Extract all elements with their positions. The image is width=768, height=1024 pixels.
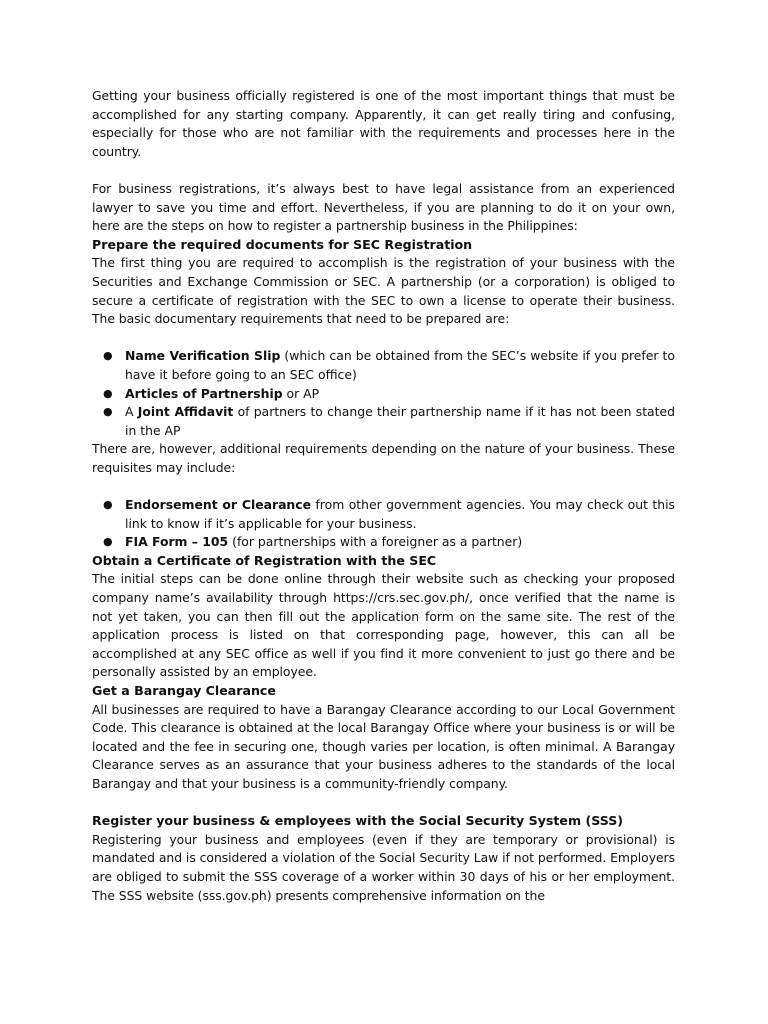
paragraph-gap bbox=[92, 794, 675, 813]
list-item-bold: FIA Form – 105 bbox=[125, 534, 229, 550]
list-item-bold: Articles of Partnership bbox=[125, 385, 283, 401]
paragraph-gap bbox=[92, 329, 675, 348]
additional-requirements-list bbox=[92, 496, 675, 552]
list-item-text: from other government agencies. You may check out this link to know if it’s applicable for your business. bbox=[125, 497, 675, 531]
sec-registration-heading: Prepare the required documents for SEC Registration bbox=[92, 236, 473, 252]
required-documents-list bbox=[92, 347, 675, 440]
bullet-icon: ● bbox=[103, 349, 113, 363]
paragraph-gap bbox=[92, 161, 675, 180]
list-item-text: of partners to change their partnership name if it has not been stated in the AP bbox=[125, 404, 675, 438]
sss-heading: Register your business & employees with the Social Security System (SSS) bbox=[92, 813, 624, 829]
certificate-body: The initial steps can be done online through their website such as checking your proposed company name’s availability through https://crs.sec.gov.ph/, once verified that the name is not yet taken, you can then fill out the application form on the same site. The rest of the application process is listed on that corresponding page, however, this can all be accomplished at any SEC office as well if you find it more convenient to just go there and be personally assisted by an employee. bbox=[92, 571, 675, 680]
list-item-text: (which can be obtained from the SEC’s website if you prefer to have it before going to an SEC office) bbox=[125, 348, 675, 382]
list-item bbox=[92, 533, 675, 552]
sec-registration-body: The first thing you are required to accomplish is the registration of your business with the Securities and Exchange Commission or SEC. A partnership (or a corporation) is obliged to secure a certificate of registration with the SEC to own a license to operate their business. The basic documentary requirements that need to be prepared are: bbox=[92, 255, 675, 327]
bullet-icon: ● bbox=[103, 535, 113, 549]
bullet-icon: ● bbox=[103, 386, 113, 400]
list-item bbox=[92, 347, 675, 384]
additional-requirements-paragraph: There are, however, additional requirements depending on the nature of your business. These requisites may include: bbox=[92, 441, 675, 475]
bullet-icon: ● bbox=[103, 405, 113, 419]
bullet-icon: ● bbox=[103, 498, 113, 512]
list-item bbox=[92, 385, 675, 404]
list-item-text: or AP bbox=[282, 385, 320, 401]
intro-paragraph-1: Getting your business officially registered is one of the most important things that must be accomplished for any starting company. Apparently, it can get really tiring and confusing, especially for those who are not familiar with the requirements and processes here in the country. bbox=[92, 88, 675, 159]
list-item-text: (for partnerships with a foreigner as a partner) bbox=[228, 534, 523, 550]
paragraph-gap bbox=[92, 477, 675, 496]
list-item-prefix: A bbox=[125, 404, 138, 420]
barangay-heading: Get a Barangay Clearance bbox=[92, 683, 276, 698]
list-item-bold: Name Verification Slip bbox=[125, 348, 281, 364]
list-item-bold: Endorsement or Clearance bbox=[125, 497, 311, 513]
list-item bbox=[92, 496, 675, 533]
certificate-heading: Obtain a Certificate of Registration with the SEC bbox=[92, 552, 437, 568]
sss-body: Registering your business and employees (even if they are temporary or provisional) is mandated and is considered a violation of the Social Security Law if not performed. Employers are obliged to submit the SSS coverage of a worker within 30 days of his or her employment. The SSS website (sss.gov.ph) presents comprehensive information on the bbox=[92, 831, 675, 903]
barangay-body: All businesses are required to have a Barangay Clearance according to our Local Government Code. This clearance is obtained at the local Barangay Office where your business is or will be located and the fee in securing one, though varies per location, is often minimal. A Barangay Clearance serves as an assurance that your business adheres to the standards of the local Barangay and that your business is a community-friendly company. bbox=[92, 701, 675, 791]
intro-paragraph-2: For business registrations, it’s always best to have legal assistance from an experienced lawyer to save you time and effort. Nevertheless, if you are planning to do it on your own, here are the steps on how to register a partnership business in the Philippines: bbox=[92, 180, 675, 234]
list-item-bold: Joint Affidavit bbox=[137, 404, 234, 420]
list-item bbox=[92, 403, 675, 440]
